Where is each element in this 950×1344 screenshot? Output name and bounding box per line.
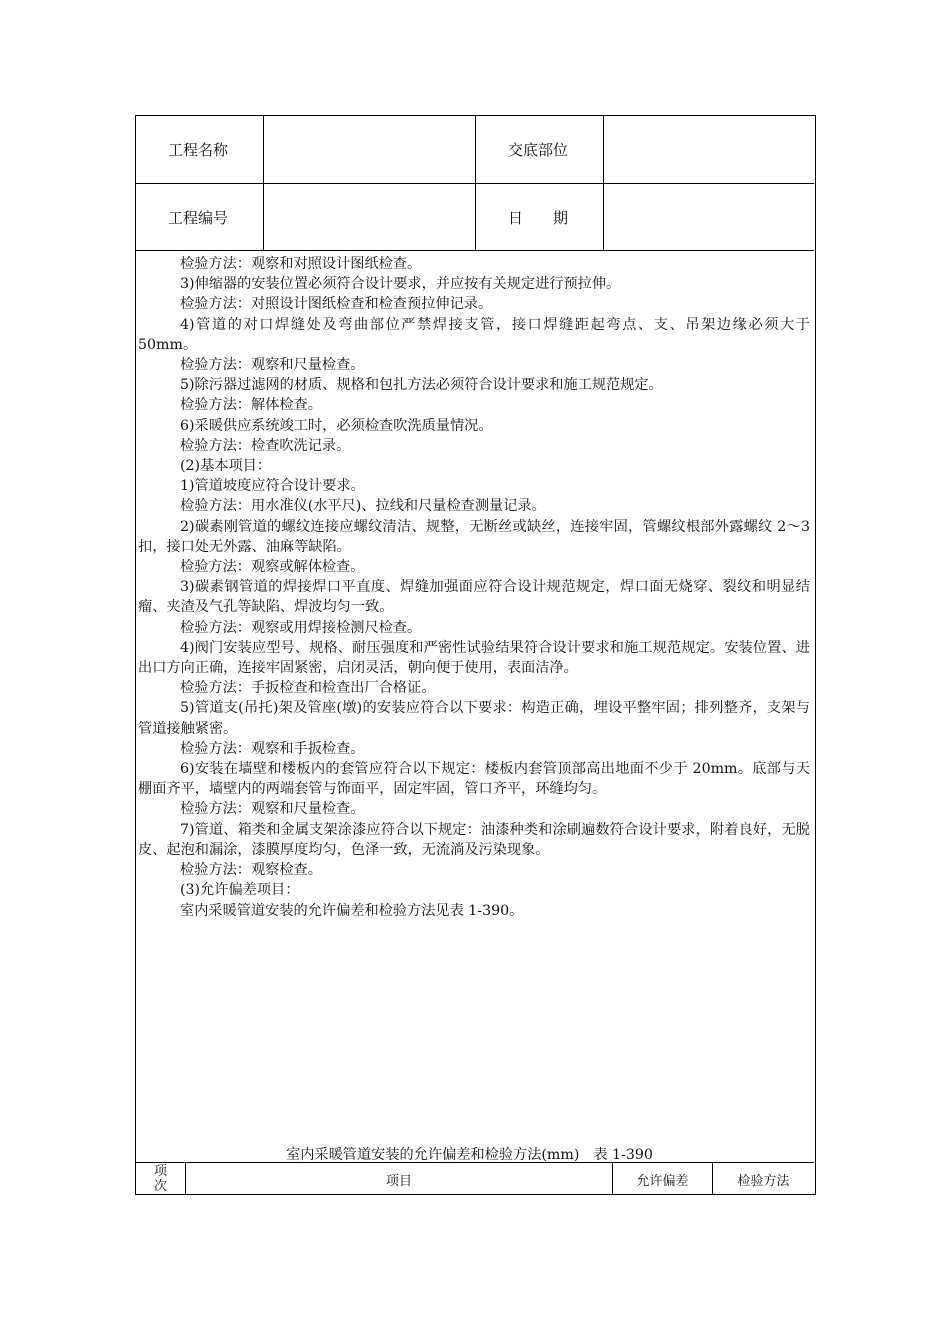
body-paragraph: 4)阀门安装应型号、规格、耐压强度和严密性试验结果符合设计要求和施工规范规定。安装位置、进出口方向正确，连接牢固紧密，启闭灵活，朝向便于使用，表面洁净。 xyxy=(138,639,810,677)
part-label: 交底部位 xyxy=(476,116,604,184)
body-paragraph: 6)安装在墙壁和楼板内的套管应符合以下规定：楼板内套管顶部高出地面不少于 20mm。底部与天棚面齐平，墙壁内的两端套管与饰面平，固定牢固，管口齐平，环缝均匀。 xyxy=(138,761,810,798)
body-paragraph: 检验方法：对照设计图纸检查和检查预拉伸记录。 xyxy=(180,296,493,313)
form-header xyxy=(136,116,814,251)
body-paragraph: (2)基本项目： xyxy=(180,458,272,475)
col-header-item xyxy=(186,1163,613,1195)
body-paragraph: 检验方法：观察或解体检查。 xyxy=(180,559,365,576)
col-header-method-label: 检验方法 xyxy=(737,1173,790,1189)
col-header-index-line1: 项 xyxy=(153,1164,167,1179)
project-no-field[interactable] xyxy=(264,184,476,251)
body-paragraph: 检验方法：观察和手扳检查。 xyxy=(180,740,365,757)
col-header-method xyxy=(713,1163,814,1195)
date-label: 日 期 xyxy=(476,184,604,251)
body-paragraph: 5)管道支(吊托)架及管座(墩)的安装应符合以下要求：构造正确，埋设平整牢固；排列整齐，支架与管道接触紧密。 xyxy=(138,700,810,737)
body-paragraph: 室内采暖管道安装的允许偏差和检验方法见表 1-390。 xyxy=(180,902,524,919)
part-field[interactable] xyxy=(604,116,814,184)
body-paragraph: 7)管道、箱类和金属支架涂漆应符合以下规定：油漆种类和涂刷遍数符合设计要求，附着良好，无脱皮、起泡和漏涂，漆膜厚度均匀，色泽一致，无流淌及污染现象。 xyxy=(138,821,810,858)
project-name-label: 工程名称 xyxy=(136,116,264,184)
table-title: 室内采暖管道安装的允许偏差和检验方法(mm) xyxy=(286,1147,580,1163)
body-paragraph: (3)允许偏差项目： xyxy=(180,882,300,899)
table-number: 表 1-390 xyxy=(593,1147,653,1163)
disclosure-form xyxy=(135,115,816,1195)
table-caption xyxy=(286,1144,653,1164)
body-paragraph: 6)采暖供应系统竣工时，必须检查吹洗质量情况。 xyxy=(180,417,493,434)
body-paragraph: 3)碳素钢管道的焊接焊口平直度、焊缝加强面应符合设计规范规定，焊口面无烧穿、裂纹和明显结瘤、夹渣及气孔等缺陷、焊波均匀一致。 xyxy=(138,579,810,616)
body-paragraph: 4)管道的对口焊缝处及弯曲部位严禁焊接支管，接口焊缝距起弯点、支、吊架边缘必须大于 50mm。 xyxy=(138,316,810,353)
body-paragraph: 检验方法：观察和尺量检查。 xyxy=(180,357,365,374)
project-name-field[interactable] xyxy=(264,116,476,184)
project-no-label: 工程编号 xyxy=(136,184,264,251)
body-paragraph: 1)管道坡度应符合设计要求。 xyxy=(180,478,365,495)
body-paragraph: 检验方法：解体检查。 xyxy=(180,397,322,414)
tolerance-table-header xyxy=(136,1162,814,1195)
body-paragraph: 3)伸缩器的安装位置必须符合设计要求，并应按有关规定进行预拉伸。 xyxy=(180,276,621,293)
body-paragraph: 检验方法：手扳检查和检查出厂合格证。 xyxy=(180,680,436,697)
body-paragraph: 2)碳素刚管道的螺纹连接应螺纹清洁、规整，无断丝或缺丝，连接牢固，管螺纹根部外露螺纹 2～3 扣，接口处无外露、油麻等缺陷。 xyxy=(138,518,810,555)
col-header-tolerance-label: 允许偏差 xyxy=(636,1173,689,1189)
body-paragraph: 检验方法：观察和对照设计图纸检查。 xyxy=(180,256,422,272)
body-paragraph: 检验方法：观察或用焊接检测尺检查。 xyxy=(180,619,422,636)
body-paragraph: 检验方法：观察检查。 xyxy=(180,862,322,879)
disclosure-body xyxy=(138,254,810,921)
col-header-item-label: 项目 xyxy=(385,1173,412,1189)
date-field[interactable] xyxy=(604,184,814,251)
col-header-index xyxy=(136,1163,186,1195)
body-paragraph: 5)除污器过滤网的材质、规格和包扎方法必须符合设计要求和施工规范规定。 xyxy=(180,377,663,394)
col-header-tolerance xyxy=(613,1163,713,1195)
body-paragraph: 检验方法：用水准仪(水平尺)、拉线和尺量检查测量记录。 xyxy=(180,498,546,515)
col-header-index-line2: 次 xyxy=(153,1179,167,1194)
body-paragraph: 检验方法：观察和尺量检查。 xyxy=(180,801,365,818)
body-paragraph: 检验方法：检查吹洗记录。 xyxy=(180,437,351,454)
